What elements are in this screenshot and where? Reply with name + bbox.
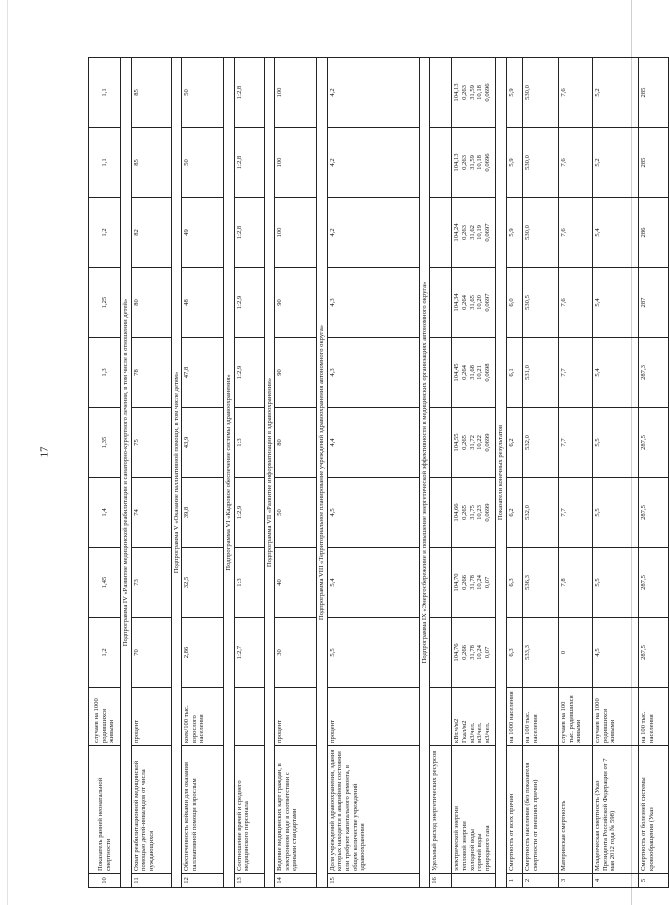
year-value: 90 bbox=[275, 268, 317, 338]
year-value: 5,5 bbox=[327, 618, 419, 688]
year-value: 4,2 bbox=[327, 58, 419, 128]
year-value: 6,3 bbox=[507, 618, 523, 688]
indicator-unit: случаев на 100 тыс. родившихся живыми bbox=[559, 688, 593, 746]
indicator-name: Материнская смертность bbox=[559, 746, 593, 874]
row-number: 5 bbox=[639, 874, 669, 888]
table-row bbox=[639, 58, 669, 888]
year-value: 1:2,9 bbox=[234, 478, 264, 548]
resource-value: 10,20 bbox=[476, 295, 484, 310]
indicator-name: Ведение медицинских карт граждан, в электронном виде в соответствии с едиными стандартами bbox=[275, 746, 317, 874]
year-value: 7,8 bbox=[559, 548, 593, 618]
year-value: 39,8 bbox=[182, 478, 224, 548]
resource-name: природного газа bbox=[483, 825, 491, 871]
resource-value: 104,13 bbox=[453, 153, 461, 172]
section-title: Подпрограмма VII «Развитие информатизации в здравоохранении» bbox=[264, 58, 275, 888]
year-value: 7,6 bbox=[559, 128, 593, 198]
resource-name: горячей воды bbox=[476, 833, 484, 871]
section-header-row bbox=[171, 58, 182, 888]
year-value bbox=[430, 408, 452, 478]
indicator-name: Младенческая смертность (Указ Президента Российской Федерации от 7 мая 2012 года № 598) bbox=[593, 746, 639, 874]
year-value: 5,9 bbox=[507, 58, 523, 128]
year-value: 100 bbox=[275, 198, 317, 268]
indicator-unit: процент bbox=[131, 688, 171, 746]
resource-value: 10,18 bbox=[476, 85, 484, 100]
year-value: 85 bbox=[131, 58, 171, 128]
year-value: 287 bbox=[639, 268, 669, 338]
indicator-name: Смертность от болезней системы кровообращения (Указ bbox=[639, 746, 669, 874]
year-value: 1,2 bbox=[89, 618, 121, 688]
resource-value: 0,0697 bbox=[483, 293, 491, 312]
resource-value: 31,65 bbox=[468, 295, 476, 310]
year-value: 6,3 bbox=[507, 548, 523, 618]
year-value: 1,1 bbox=[89, 58, 121, 128]
resource-value: 0,0696 bbox=[483, 153, 491, 172]
section-header-row bbox=[264, 58, 275, 888]
year-value: 287,5 bbox=[639, 478, 669, 548]
indicator-unit: процент bbox=[327, 688, 419, 746]
resource-name: тепловой энергии bbox=[461, 821, 469, 871]
resource-unit: Гкал/м2 bbox=[461, 720, 469, 743]
resource-name: холодной воды bbox=[468, 829, 476, 871]
section-header-row bbox=[419, 58, 430, 888]
indicator-name: Смертность населения (без показателя смертности от внешних причин) bbox=[523, 746, 559, 874]
year-value: 1:3 bbox=[234, 548, 264, 618]
section-title: Подпрограмма IV «Развитие медицинской реабилитации и санаторно-курортного лечения, в том числе в отношении детей» bbox=[121, 58, 132, 888]
section-header-row bbox=[121, 58, 132, 888]
table-row bbox=[234, 58, 264, 888]
resource-value: 31,72 bbox=[468, 435, 476, 450]
indicator-name: Удельный расход энергетических ресурсов bbox=[430, 746, 452, 874]
resource-values bbox=[452, 618, 496, 688]
resource-unit: кВт.ч/м2 bbox=[453, 718, 461, 743]
year-value: 4,2 bbox=[327, 128, 419, 198]
indicator-unit: случаев на 1000 родившихся живыми bbox=[593, 688, 639, 746]
year-value: 50 bbox=[182, 128, 224, 198]
indicator-name: Показатель ранней неонатальной смертности bbox=[89, 746, 121, 874]
resource-value: 10,19 bbox=[476, 225, 484, 240]
resource-value: 0,0697 bbox=[483, 223, 491, 242]
year-value: 30 bbox=[275, 618, 317, 688]
year-value: 532,0 bbox=[523, 408, 559, 478]
resource-value: 0,264 bbox=[461, 295, 469, 310]
section-title: Подпрограмма VI «Кадровое обеспечение системы здравоохранения» bbox=[224, 58, 235, 888]
resource-value: 0,266 bbox=[461, 645, 469, 660]
resource-value: 31,75 bbox=[468, 505, 476, 520]
resource-value: 0,07 bbox=[483, 576, 491, 589]
resource-value: 0,265 bbox=[461, 435, 469, 450]
year-value: 40 bbox=[275, 548, 317, 618]
resource-value: 10,22 bbox=[476, 435, 484, 450]
row-number: 2 bbox=[523, 874, 559, 888]
indicator-name: Обеспеченность койками для оказания паллиативной помощи взрослым bbox=[182, 746, 224, 874]
resource-value: 10,18 bbox=[476, 155, 484, 170]
resource-unit: м3/чел. bbox=[476, 722, 484, 743]
section-header-row bbox=[496, 58, 507, 888]
year-value: 4,3 bbox=[327, 268, 419, 338]
year-value: 1,2 bbox=[89, 198, 121, 268]
resource-value: 10,23 bbox=[476, 505, 484, 520]
year-value: 32,5 bbox=[182, 548, 224, 618]
table-row bbox=[430, 58, 452, 888]
row-number: 15 bbox=[327, 874, 419, 888]
row-number: 12 bbox=[182, 874, 224, 888]
year-value bbox=[430, 478, 452, 548]
year-value: 5,4 bbox=[593, 268, 639, 338]
year-value: 4,5 bbox=[593, 618, 639, 688]
year-value: 43,9 bbox=[182, 408, 224, 478]
year-value: 70 bbox=[131, 618, 171, 688]
year-value: 5,5 bbox=[593, 408, 639, 478]
year-value: 5,4 bbox=[593, 338, 639, 408]
table-row bbox=[182, 58, 224, 888]
year-value: 5,2 bbox=[593, 58, 639, 128]
year-value: 73 bbox=[131, 548, 171, 618]
indicator-unit: случаев на 1000 родившихся живыми bbox=[89, 688, 121, 746]
year-value: 6,1 bbox=[507, 338, 523, 408]
indicator-unit: на 100 тыс. населения bbox=[639, 688, 669, 746]
row-number-empty bbox=[452, 874, 496, 888]
year-value: 0 bbox=[559, 618, 593, 688]
year-value: 530,0 bbox=[523, 58, 559, 128]
resource-value: 10,21 bbox=[476, 365, 484, 380]
year-value: 1,1 bbox=[89, 128, 121, 198]
resource-value: 31,62 bbox=[468, 225, 476, 240]
resource-value: 31,78 bbox=[468, 575, 476, 590]
year-value: 285 bbox=[639, 58, 669, 128]
resource-value: 0,07 bbox=[483, 646, 491, 659]
indicator-name: Охват реабилитационной медицинской помощью детей-инвалидов от числа нуждающихся bbox=[131, 746, 171, 874]
year-value: 82 bbox=[131, 198, 171, 268]
year-value bbox=[430, 338, 452, 408]
year-value: 7,7 bbox=[559, 408, 593, 478]
year-value: 2,86 bbox=[182, 618, 224, 688]
indicators-table bbox=[88, 57, 669, 888]
year-value: 536,3 bbox=[523, 548, 559, 618]
year-value: 100 bbox=[275, 58, 317, 128]
indicator-unit: процент bbox=[275, 688, 317, 746]
row-number: 11 bbox=[131, 874, 171, 888]
resource-unit: м3/чел. bbox=[483, 722, 491, 743]
indicator-name: Смертность от всех причин bbox=[507, 746, 523, 874]
year-value: 7,6 bbox=[559, 268, 593, 338]
year-value: 90 bbox=[275, 338, 317, 408]
resource-values bbox=[452, 198, 496, 268]
row-number: 16 bbox=[430, 874, 452, 888]
resource-value: 0,263 bbox=[461, 85, 469, 100]
resource-value: 0,264 bbox=[461, 365, 469, 380]
year-value: 85 bbox=[131, 128, 171, 198]
row-number: 10 bbox=[89, 874, 121, 888]
resource-value: 0,0699 bbox=[483, 433, 491, 452]
row-number: 14 bbox=[275, 874, 317, 888]
year-value: 5,5 bbox=[593, 548, 639, 618]
resource-value: 0,0696 bbox=[483, 83, 491, 102]
year-value: 1,45 bbox=[89, 548, 121, 618]
resource-unit: м3/чел. bbox=[468, 722, 476, 743]
year-value: 532,0 bbox=[523, 478, 559, 548]
resource-value: 104,66 bbox=[453, 503, 461, 522]
year-value: 1:2,8 bbox=[234, 128, 264, 198]
indicator-unit bbox=[234, 688, 264, 746]
year-value: 533,3 bbox=[523, 618, 559, 688]
indicator-unit: на 100 тыс. населения bbox=[523, 688, 559, 746]
resource-values bbox=[452, 128, 496, 198]
year-value: 6,2 bbox=[507, 478, 523, 548]
year-value: 5,4 bbox=[593, 198, 639, 268]
resource-value: 104,70 bbox=[453, 573, 461, 592]
resource-values bbox=[452, 548, 496, 618]
year-value: 1:2,7 bbox=[234, 618, 264, 688]
year-value: 287,5 bbox=[639, 408, 669, 478]
year-value bbox=[430, 58, 452, 128]
year-value: 1,3 bbox=[89, 338, 121, 408]
year-value: 1:2,9 bbox=[234, 338, 264, 408]
resource-units bbox=[452, 688, 496, 746]
resource-value: 104,55 bbox=[453, 433, 461, 452]
year-value: 7,7 bbox=[559, 338, 593, 408]
year-value: 1:2,8 bbox=[234, 58, 264, 128]
resource-values bbox=[452, 58, 496, 128]
section-title: Подпрограмма IX «Энергосбережение и повышение энергетической эффективности в медицинских организациях автономного округа» bbox=[419, 58, 430, 888]
year-value: 530,0 bbox=[523, 198, 559, 268]
indicator-name: Соотношение врачей и среднего медицинского персонала bbox=[234, 746, 264, 874]
indicator-name: Доля учреждений здравоохранения, здания которых находятся в аварийном состоянии или требуют капитального ремонта, в общем количестве учреждений здравоохранения bbox=[327, 746, 419, 874]
year-value: 7,7 bbox=[559, 478, 593, 548]
year-value: 1:3 bbox=[234, 408, 264, 478]
resource-value: 0,0698 bbox=[483, 363, 491, 382]
table-row bbox=[131, 58, 171, 888]
year-value: 48 bbox=[182, 268, 224, 338]
section-title: Подпрограмма V «Оказание паллиативной помощи, в том числе детям» bbox=[171, 58, 182, 888]
year-value: 50 bbox=[182, 58, 224, 128]
row-number: 13 bbox=[234, 874, 264, 888]
resource-values bbox=[452, 268, 496, 338]
year-value: 4,3 bbox=[327, 338, 419, 408]
table-row bbox=[523, 58, 559, 888]
rotated-table-container bbox=[88, 58, 655, 888]
resource-value: 31,59 bbox=[468, 155, 476, 170]
year-value: 1,25 bbox=[89, 268, 121, 338]
year-value bbox=[430, 618, 452, 688]
page-number: 17 bbox=[38, 446, 51, 458]
year-value: 5,5 bbox=[593, 478, 639, 548]
year-value: 74 bbox=[131, 478, 171, 548]
resource-value: 0,263 bbox=[461, 155, 469, 170]
resource-value: 0,265 bbox=[461, 505, 469, 520]
resource-values bbox=[452, 338, 496, 408]
section-title: Подпрограмма VIII «Территориальное планирование учреждений здравоохранения автономного округа» bbox=[317, 58, 328, 888]
year-value: 6,0 bbox=[507, 268, 523, 338]
year-value: 75 bbox=[131, 408, 171, 478]
resource-value: 31,68 bbox=[468, 365, 476, 380]
row-number: 4 bbox=[593, 874, 639, 888]
resource-value: 31,59 bbox=[468, 85, 476, 100]
year-value: 80 bbox=[131, 268, 171, 338]
year-value: 47,8 bbox=[182, 338, 224, 408]
table-row bbox=[593, 58, 639, 888]
year-value: 530,5 bbox=[523, 268, 559, 338]
year-value: 78 bbox=[131, 338, 171, 408]
indicator-unit: коек/100 тыс. взрослого населения bbox=[182, 688, 224, 746]
year-value: 530,0 bbox=[523, 128, 559, 198]
table-row bbox=[559, 58, 593, 888]
table-row-resources bbox=[452, 58, 496, 888]
resource-value: 10,24 bbox=[476, 645, 484, 660]
year-value: 1:2,9 bbox=[234, 268, 264, 338]
year-value: 5,4 bbox=[327, 548, 419, 618]
indicator-unit bbox=[430, 688, 452, 746]
table-row bbox=[275, 58, 317, 888]
resource-value: 0,266 bbox=[461, 575, 469, 590]
resource-names bbox=[452, 746, 496, 874]
year-value bbox=[430, 268, 452, 338]
year-value: 50 bbox=[275, 478, 317, 548]
table-row bbox=[89, 58, 121, 888]
resource-value: 104,45 bbox=[453, 363, 461, 382]
year-value: 5,9 bbox=[507, 198, 523, 268]
year-value: 1:2,8 bbox=[234, 198, 264, 268]
table-row bbox=[507, 58, 523, 888]
year-value bbox=[430, 548, 452, 618]
row-number: 1 bbox=[507, 874, 523, 888]
year-value: 5,9 bbox=[507, 128, 523, 198]
year-value: 287,5 bbox=[639, 618, 669, 688]
year-value: 531,0 bbox=[523, 338, 559, 408]
resource-name: электрической энергии bbox=[453, 806, 461, 871]
scan-edge-left bbox=[7, 0, 8, 905]
year-value: 80 bbox=[275, 408, 317, 478]
resource-values bbox=[452, 478, 496, 548]
year-value: 287,5 bbox=[639, 548, 669, 618]
resource-value: 31,78 bbox=[468, 645, 476, 660]
resource-value: 104,24 bbox=[453, 223, 461, 242]
year-value: 287,3 bbox=[639, 338, 669, 408]
year-value: 4,2 bbox=[327, 198, 419, 268]
resource-value: 0,0699 bbox=[483, 503, 491, 522]
indicator-unit: на 1000 населения bbox=[507, 688, 523, 746]
table-row bbox=[327, 58, 419, 888]
section-header-row bbox=[317, 58, 328, 888]
resource-value: 0,263 bbox=[461, 225, 469, 240]
year-value: 7,6 bbox=[559, 198, 593, 268]
section-header-row bbox=[224, 58, 235, 888]
resource-value: 10,24 bbox=[476, 575, 484, 590]
resource-value: 104,76 bbox=[453, 643, 461, 662]
year-value bbox=[430, 198, 452, 268]
year-value: 4,5 bbox=[327, 478, 419, 548]
year-value: 7,6 bbox=[559, 58, 593, 128]
resource-value: 104,34 bbox=[453, 293, 461, 312]
year-value: 1,4 bbox=[89, 478, 121, 548]
year-value: 100 bbox=[275, 128, 317, 198]
year-value: 285 bbox=[639, 128, 669, 198]
year-value: 49 bbox=[182, 198, 224, 268]
year-value: 4,4 bbox=[327, 408, 419, 478]
year-value bbox=[430, 128, 452, 198]
resource-values bbox=[452, 408, 496, 478]
year-value: 5,2 bbox=[593, 128, 639, 198]
year-value: 6,2 bbox=[507, 408, 523, 478]
section-title: Показатели конечных результатов bbox=[496, 58, 507, 888]
resource-value: 104,13 bbox=[453, 83, 461, 102]
row-number: 3 bbox=[559, 874, 593, 888]
year-value: 286 bbox=[639, 198, 669, 268]
year-value: 1,35 bbox=[89, 408, 121, 478]
